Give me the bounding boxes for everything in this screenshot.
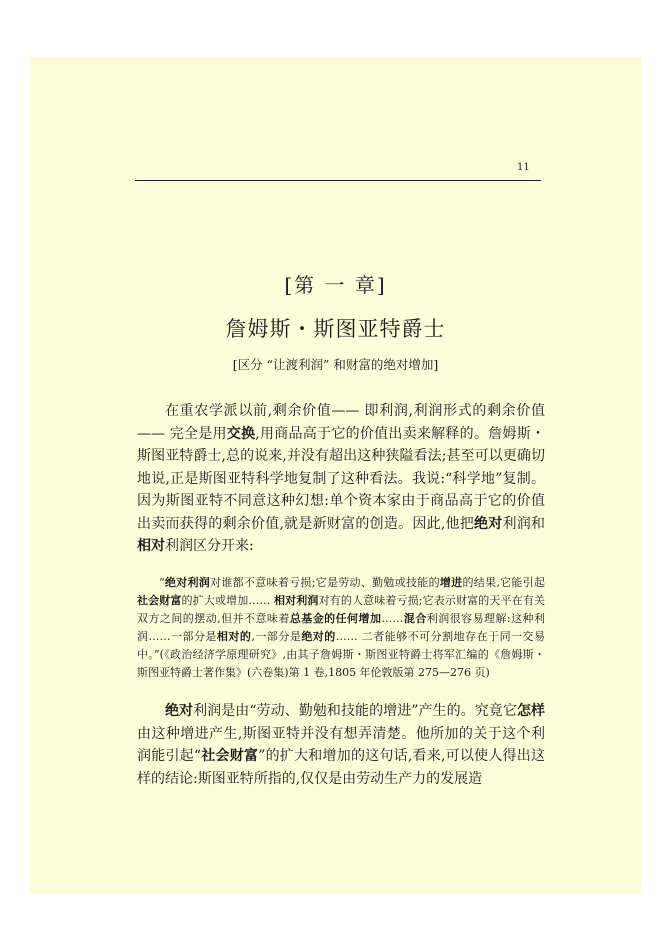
chapter-title: 詹姆斯・斯图亚特爵士 [225,317,446,341]
emphasized-text: 绝对 [165,703,194,719]
emphasized-text: 相对利润 [274,594,319,607]
chapter-subtitle: [区分 “让渡利润” 和财富的绝对增加] [232,357,439,372]
book-page [30,57,641,893]
emphasized-text: 社会财富 [137,594,182,607]
emphasized-text: 绝对的 [301,630,336,643]
emphasized-text: 社会财富 [201,748,259,764]
text-run: 的扩大或增加…… [181,594,274,607]
emphasized-text: 相对的 [216,630,252,643]
emphasized-text: 怎样 [516,703,545,719]
emphasized-text: 混合 [403,612,427,625]
text-run: 利润是由“劳动、勤勉和技能的增进”产生的。究竟它 [193,703,517,719]
text-run: 对有的人意味着亏损;它表示财富的天平在有关双方之间的摆动,但并不意味着 [137,594,545,625]
text-run: ,用商品高于它的价值出卖来解释的。詹姆斯・斯图亚特爵士,总的说来,并没有超出这种狭隘看法;甚至可以更确切地说,正是斯图亚特科学地复制了这种看法。我说:“科学地”复制。因为斯图亚特不同意这种幻想:单个资本家由于商品高于它的价值出卖而获得的剩余价值,就是新财富的创造。因此,他把 [137,425,546,532]
emphasized-text: 增进 [439,576,463,589]
text-run: 在重农学派以前,剩余价值—— 即利润,利润形式的剩余价值 —— 完全是用 [137,403,545,442]
text-run: 的结果,它能引起 [462,576,546,589]
emphasized-text: 交换 [226,425,256,442]
text-run: ”的扩大和增加的这句话,看来,可以使人得出这样的结论:斯图亚特所指的,仅仅是由劳动生产力的发展造 [137,748,545,787]
text-run: 利润很容易理解:这种利润……一部分是 [137,612,545,643]
text-run: ,一部分是 [251,630,302,643]
chapter-label: [第 一 章] [284,273,387,297]
text-run: …… [381,612,404,625]
body-paragraph [137,700,545,790]
quotation-paragraph [137,574,545,682]
text-run: 利润和 [502,515,546,532]
emphasized-text: 绝对 [474,515,503,532]
emphasized-text: 总基金的任何增加 [289,612,382,625]
text-run: 对谁都不意味着亏损;它是劳动、勤勉或技能的 [210,576,440,589]
text-run: “ [159,576,165,589]
text-run: 利润区分开来: [165,538,254,554]
text-run: …… 二者能够不可分割地存在于同一交易中。”(《政治经济学原理研究》,由其子詹姆斯・斯图亚特爵士将军汇编的《詹姆斯・斯图亚特爵士著作集》(六卷集)第 1 卷,1805 年伦敦版第 275—276 页) [137,630,546,679]
page-number: 11 [517,162,530,173]
emphasized-text: 相对 [137,538,165,554]
emphasized-text: 绝对利润 [164,576,211,589]
text-run: 由这种增进产生,斯图亚特并没有想弄清楚。他所加的关于这个利润能引起“ [137,725,545,764]
body-paragraph [137,400,545,558]
header-rule [135,180,541,181]
